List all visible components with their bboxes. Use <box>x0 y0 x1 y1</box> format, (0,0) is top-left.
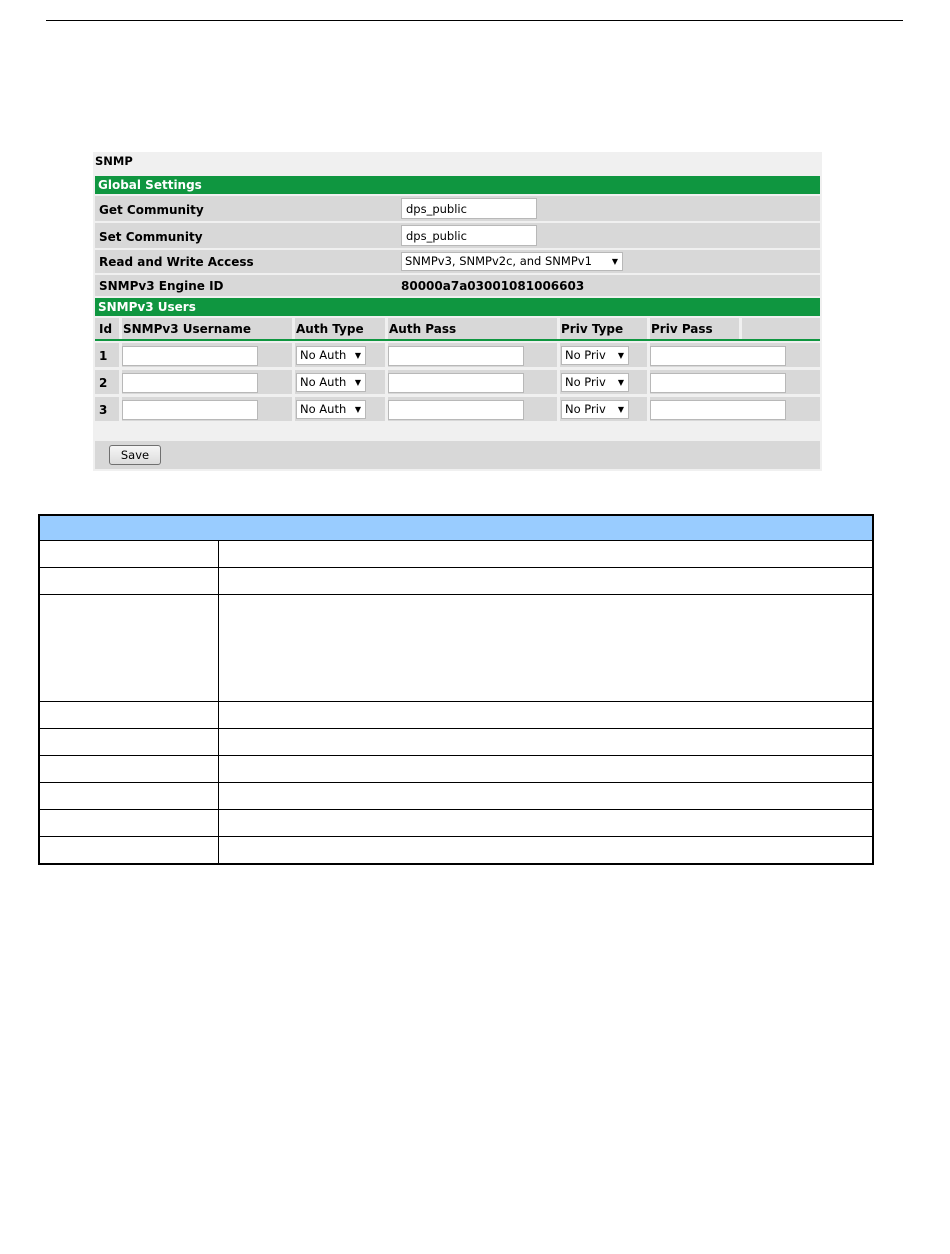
col-auth-pass: Auth Pass <box>389 322 457 336</box>
user-row-3 <box>95 397 820 421</box>
auth-type-value: No Auth <box>300 402 347 416</box>
priv-type-value: No Priv <box>565 402 606 416</box>
field-cell <box>39 729 219 756</box>
priv-type-select-1[interactable] <box>561 346 629 365</box>
get-community-row <box>95 196 820 221</box>
table-row <box>39 595 873 702</box>
col-id: Id <box>99 322 113 336</box>
save-button[interactable]: Save <box>109 445 161 465</box>
col-username: SNMPv3 Username <box>123 322 251 336</box>
auth-pass-input-3[interactable] <box>388 400 524 420</box>
description-cell <box>219 595 874 702</box>
description-cell <box>219 702 874 729</box>
username-input-2[interactable] <box>122 373 258 393</box>
description-cell <box>219 729 874 756</box>
chevron-down-icon: ▼ <box>354 405 361 414</box>
table-row <box>39 568 873 595</box>
user-row-1 <box>95 343 820 367</box>
description-cell <box>219 837 874 864</box>
set-community-input[interactable] <box>401 225 537 246</box>
auth-pass-input-2[interactable] <box>388 373 524 393</box>
table-row <box>39 729 873 756</box>
chevron-down-icon: ▼ <box>354 378 361 387</box>
priv-pass-input-3[interactable] <box>650 400 786 420</box>
col-priv-type: Priv Type <box>561 322 624 336</box>
priv-pass-input-2[interactable] <box>650 373 786 393</box>
username-input-3[interactable] <box>122 400 258 420</box>
field-cell <box>39 783 219 810</box>
auth-type-select-1[interactable] <box>296 346 366 365</box>
field-cell <box>39 702 219 729</box>
priv-pass-input-1[interactable] <box>650 346 786 366</box>
get-community-label: Get Community <box>99 203 204 217</box>
auth-type-value: No Auth <box>300 375 347 389</box>
snmp-settings-panel <box>93 152 822 471</box>
snmpv3-users-header: SNMPv3 Users <box>95 298 820 316</box>
set-community-row <box>95 223 820 248</box>
description-cell <box>219 568 874 595</box>
auth-pass-input-1[interactable] <box>388 346 524 366</box>
set-community-label: Set Community <box>99 230 203 244</box>
field-cell <box>39 837 219 864</box>
user-id: 2 <box>99 376 108 390</box>
table-row <box>39 756 873 783</box>
priv-type-value: No Priv <box>565 375 606 389</box>
description-cell <box>219 541 874 568</box>
user-row-2 <box>95 370 820 394</box>
get-community-input[interactable] <box>401 198 537 219</box>
access-label: Read and Write Access <box>99 255 254 269</box>
priv-type-select-2[interactable] <box>561 373 629 392</box>
field-cell <box>39 756 219 783</box>
field-cell <box>39 810 219 837</box>
table-row <box>39 783 873 810</box>
description-cell <box>219 783 874 810</box>
priv-type-value: No Priv <box>565 348 606 362</box>
engine-id-row <box>95 275 820 296</box>
access-row <box>95 250 820 273</box>
user-id: 3 <box>99 403 108 417</box>
global-settings-header: Global Settings <box>95 176 820 194</box>
chevron-down-icon: ▼ <box>611 257 618 266</box>
col-auth-type: Auth Type <box>296 322 364 336</box>
panel-title: SNMP <box>95 154 133 168</box>
table-row <box>39 810 873 837</box>
auth-type-select-3[interactable] <box>296 400 366 419</box>
field-description-table <box>38 514 874 865</box>
username-input-1[interactable] <box>122 346 258 366</box>
col-priv-pass: Priv Pass <box>651 322 713 336</box>
table-row <box>39 541 873 568</box>
auth-type-select-2[interactable] <box>296 373 366 392</box>
field-cell <box>39 595 219 702</box>
field-cell <box>39 568 219 595</box>
table-row <box>39 702 873 729</box>
description-table-header <box>39 515 873 541</box>
table-row <box>39 837 873 864</box>
chevron-down-icon: ▼ <box>617 378 624 387</box>
engine-id-label: SNMPv3 Engine ID <box>99 279 224 293</box>
description-cell <box>219 810 874 837</box>
chevron-down-icon: ▼ <box>617 351 624 360</box>
chevron-down-icon: ▼ <box>354 351 361 360</box>
field-cell <box>39 541 219 568</box>
description-cell <box>219 756 874 783</box>
users-table-header <box>95 318 820 341</box>
access-select[interactable] <box>401 252 623 271</box>
access-select-value: SNMPv3, SNMPv2c, and SNMPv1 <box>405 254 592 268</box>
description-table-title <box>39 515 873 541</box>
chevron-down-icon: ▼ <box>617 405 624 414</box>
save-bar <box>95 441 820 469</box>
engine-id-value: 80000a7a03001081006603 <box>401 279 585 293</box>
auth-type-value: No Auth <box>300 348 347 362</box>
priv-type-select-3[interactable] <box>561 400 629 419</box>
user-id: 1 <box>99 349 108 363</box>
page-top-rule <box>46 20 903 21</box>
